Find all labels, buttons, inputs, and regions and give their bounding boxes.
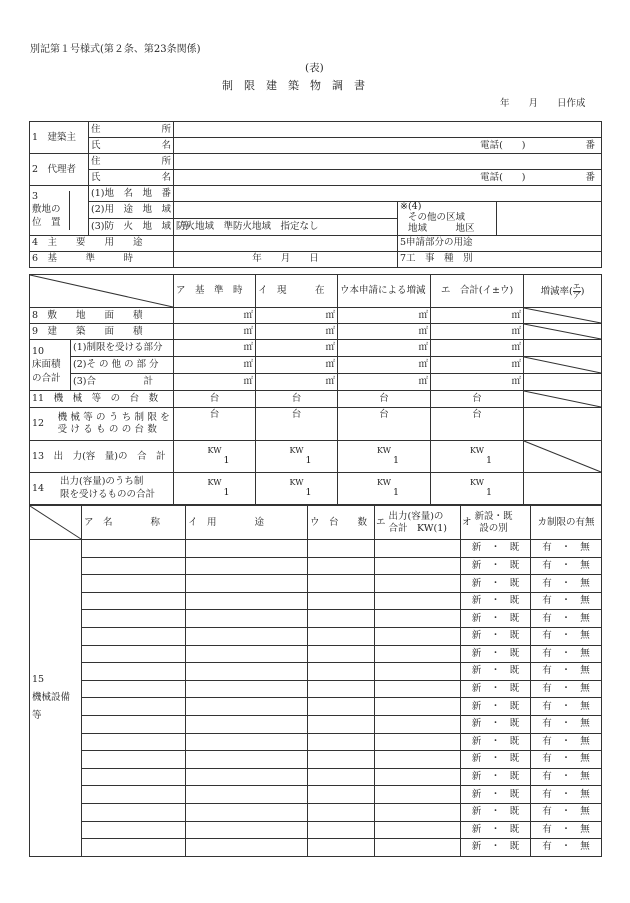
row-11: 11 機 械 等 の 台 数 台 台 台 台 — [30, 391, 602, 408]
equip-output-field[interactable] — [375, 803, 461, 821]
sec2-name-label: 氏 名 — [89, 170, 174, 186]
equip-count-field[interactable] — [308, 733, 375, 751]
equip-count-field[interactable] — [308, 715, 375, 733]
sec2-name-field[interactable] — [174, 170, 602, 186]
equip-name-field[interactable] — [82, 839, 186, 857]
equipment-row — [30, 663, 602, 681]
equip-name-field[interactable] — [82, 803, 186, 821]
yes-no-choice[interactable]: 有 ・ 無 — [531, 733, 602, 751]
equip-use-field[interactable] — [186, 610, 308, 628]
col-a-header: ア 基 準 時 — [174, 275, 256, 308]
equip-output-field[interactable] — [375, 557, 461, 575]
equip-count-field[interactable] — [308, 663, 375, 681]
equipment-row — [30, 839, 602, 857]
sec3-row2-field[interactable] — [174, 202, 398, 219]
date-line: 年 月 日作成 — [500, 98, 586, 109]
equipment-row — [30, 803, 602, 821]
row-13: 13 出 力(容 量)の 合 計 KW 1 KW 1 KW 1 KW 1 — [30, 441, 602, 473]
sec3-label: 3 敷地の 位 置 — [30, 186, 89, 236]
equip-use-field[interactable] — [186, 821, 308, 839]
row-10-label: 10 床面積 の合計 — [30, 340, 71, 391]
equip-name-field[interactable] — [82, 557, 186, 575]
equipment-row — [30, 575, 602, 593]
equip-use-field[interactable] — [186, 751, 308, 769]
row-10a: 10 床面積 の合計 (1)制限を受ける部分 ㎡ ㎡ ㎡ ㎡ — [30, 340, 602, 357]
equipment-row — [30, 698, 602, 716]
equipment-row — [30, 786, 602, 804]
equip-count-field[interactable] — [308, 575, 375, 593]
equip-use-field[interactable] — [186, 575, 308, 593]
new-old-choice[interactable]: 新 ・ 既 — [461, 803, 531, 821]
area-table — [29, 274, 602, 505]
equip-count-field[interactable] — [308, 803, 375, 821]
yes-no-choice[interactable]: 有 ・ 無 — [531, 645, 602, 663]
yes-no-choice[interactable]: 有 ・ 無 — [531, 610, 602, 628]
equip-output-field[interactable] — [375, 610, 461, 628]
equipment-row — [30, 751, 602, 769]
sec7-cell: 7工 事 種 別 — [398, 251, 602, 267]
equip-name-field[interactable] — [82, 751, 186, 769]
upper-table — [29, 121, 602, 268]
equip-count-field[interactable] — [308, 821, 375, 839]
equip-col-count: ウ 台 数 — [308, 506, 375, 540]
sec3-row1-label: (1)地 名 地 番 — [89, 186, 174, 202]
equip-use-field[interactable] — [186, 557, 308, 575]
equip-col-restriction: カ制限の有無 — [531, 506, 602, 540]
equip-output-field[interactable] — [375, 698, 461, 716]
rate-diag — [524, 441, 602, 473]
col-i-header: イ 現 在 — [256, 275, 338, 308]
sec2-ban: 番 — [585, 171, 596, 183]
sec3-fire-options: 防火地域 準防火地域 指定なし — [174, 218, 398, 235]
rate-diag — [524, 324, 602, 340]
sec1-ban: 番 — [585, 139, 596, 151]
col-e-header: エ 合計(イ±ウ) — [431, 275, 524, 308]
sec2-address-label: 住 所 — [89, 154, 174, 170]
equip-output-field[interactable] — [375, 540, 461, 558]
equip-name-field[interactable] — [82, 592, 186, 610]
new-old-choice[interactable]: 新 ・ 既 — [461, 627, 531, 645]
row-10c: (3)合 計 ㎡ ㎡ ㎡ ㎡ — [30, 374, 602, 391]
row-8: 8 敷 地 面 積 ㎡ ㎡ ㎡ ㎡ — [30, 308, 602, 324]
equip-name-field[interactable] — [82, 821, 186, 839]
rate-diag — [524, 357, 602, 374]
equip-use-field[interactable] — [186, 839, 308, 857]
equip-use-field[interactable] — [186, 663, 308, 681]
sec1-name-label: 氏 名 — [89, 138, 174, 154]
sec1-address-label: 住 所 — [89, 122, 174, 138]
sec3-row1-field[interactable] — [174, 186, 602, 202]
equip-count-field[interactable] — [308, 768, 375, 786]
equip-output-field[interactable] — [375, 663, 461, 681]
row-9: 9 建 築 面 積 ㎡ ㎡ ㎡ ㎡ — [30, 324, 602, 340]
equipment-row — [30, 540, 602, 558]
equip-col-use: イ 用 途 — [186, 506, 308, 540]
equip-count-field[interactable] — [308, 610, 375, 628]
side-label: (表) — [305, 62, 324, 74]
equipment-row — [30, 645, 602, 663]
sec2-address-field[interactable] — [174, 154, 602, 170]
equip-output-field[interactable] — [375, 821, 461, 839]
equip-use-field[interactable] — [186, 680, 308, 698]
equip-use-field[interactable] — [186, 803, 308, 821]
rate-field[interactable] — [524, 374, 602, 391]
equip-count-field[interactable] — [308, 839, 375, 857]
sec3-row2-label: (2)用 途 地 域 — [89, 202, 174, 219]
sec5-cell: 5申請部分の用途 — [398, 235, 602, 251]
corner-diagonal — [30, 275, 174, 308]
sec1-address-field[interactable] — [174, 122, 602, 138]
sec1-name-field[interactable] — [174, 138, 602, 154]
rate-field[interactable] — [524, 408, 602, 441]
equipment-row — [30, 715, 602, 733]
equip-use-field[interactable] — [186, 715, 308, 733]
yes-no-choice[interactable]: 有 ・ 無 — [531, 751, 602, 769]
equip-use-field[interactable] — [186, 592, 308, 610]
page-title: 制 限 建 築 物 調 書 — [222, 79, 365, 92]
equip-count-field[interactable] — [308, 751, 375, 769]
equip-count-field[interactable] — [308, 557, 375, 575]
form-label: 別記第１号様式(第２条、第23条関係) — [30, 44, 201, 55]
equipment-row — [30, 610, 602, 628]
yes-no-choice[interactable]: 有 ・ 無 — [531, 540, 602, 558]
equip-use-field[interactable] — [186, 786, 308, 804]
equip-count-field[interactable] — [308, 680, 375, 698]
sec6-label: 6 基 準 時 — [30, 251, 174, 267]
new-old-choice[interactable]: 新 ・ 既 — [461, 733, 531, 751]
equipment-row — [30, 592, 602, 610]
equip-use-field[interactable] — [186, 698, 308, 716]
new-old-choice[interactable]: 新 ・ 既 — [461, 698, 531, 716]
rate-field[interactable] — [524, 340, 602, 357]
equip-name-field[interactable] — [82, 715, 186, 733]
new-old-choice[interactable]: 新 ・ 既 — [461, 557, 531, 575]
yes-no-choice[interactable]: 有 ・ 無 — [531, 768, 602, 786]
equip-use-field[interactable] — [186, 540, 308, 558]
col-rate-header: 増減率( $\frac{\text{エ}}{\text{ア}}$ ) — [524, 275, 602, 308]
new-old-choice[interactable]: 新 ・ 既 — [461, 575, 531, 593]
equipment-row — [30, 768, 602, 786]
row-10b: (2)そ の 他 の 部 分 ㎡ ㎡ ㎡ ㎡ — [30, 357, 602, 374]
equip-name-field[interactable] — [82, 786, 186, 804]
equip-name-field[interactable] — [82, 645, 186, 663]
equip-count-field[interactable] — [308, 786, 375, 804]
sec3-other: ※(4) その他の区域 地域 地区 — [398, 202, 602, 236]
yes-no-choice[interactable]: 有 ・ 無 — [531, 575, 602, 593]
yes-no-choice[interactable]: 有 ・ 無 — [531, 803, 602, 821]
new-old-choice[interactable]: 新 ・ 既 — [461, 663, 531, 681]
equipment-row — [30, 627, 602, 645]
yes-no-choice[interactable]: 有 ・ 無 — [531, 627, 602, 645]
equip-count-field[interactable] — [308, 540, 375, 558]
equip-output-field[interactable] — [375, 768, 461, 786]
equipment-table — [29, 505, 602, 857]
sec1-label: 1 建築主 — [30, 122, 89, 154]
equip-output-field[interactable] — [375, 627, 461, 645]
equip-name-field[interactable] — [82, 733, 186, 751]
new-old-choice[interactable]: 新 ・ 既 — [461, 540, 531, 558]
yes-no-choice[interactable]: 有 ・ 無 — [531, 698, 602, 716]
equip-output-field[interactable] — [375, 592, 461, 610]
col-u-header: ウ本申請による増減 — [338, 275, 431, 308]
rate-diag — [524, 391, 602, 408]
equip-col-name: ア 名 称 — [82, 506, 186, 540]
equip-output-field[interactable] — [375, 839, 461, 857]
yes-no-choice[interactable]: 有 ・ 無 — [531, 663, 602, 681]
equip-use-field[interactable] — [186, 627, 308, 645]
equip-name-field[interactable] — [82, 540, 186, 558]
equip-output-field[interactable] — [375, 733, 461, 751]
sec4-label: 4 主 要 用 途 — [30, 235, 174, 251]
equip-name-field[interactable] — [82, 610, 186, 628]
equipment-row — [30, 733, 602, 751]
equip-use-field[interactable] — [186, 733, 308, 751]
yes-no-choice[interactable]: 有 ・ 無 — [531, 821, 602, 839]
rate-diag — [524, 308, 602, 324]
sec4-field[interactable] — [174, 235, 398, 251]
new-old-choice[interactable]: 新 ・ 既 — [461, 768, 531, 786]
new-old-choice[interactable]: 新 ・ 既 — [461, 786, 531, 804]
equip-col-output: エ 出力(容量)の 合計 KW(1) — [375, 506, 461, 540]
equip-use-field[interactable] — [186, 768, 308, 786]
equip-count-field[interactable] — [308, 592, 375, 610]
yes-no-choice[interactable]: 有 ・ 無 — [531, 680, 602, 698]
equip-name-field[interactable] — [82, 768, 186, 786]
new-old-choice[interactable]: 新 ・ 既 — [461, 680, 531, 698]
equip-count-field[interactable] — [308, 627, 375, 645]
equip-name-field[interactable] — [82, 575, 186, 593]
yes-no-choice[interactable]: 有 ・ 無 — [531, 557, 602, 575]
new-old-choice[interactable]: 新 ・ 既 — [461, 839, 531, 857]
sec2-phone: 電話( ) — [480, 171, 526, 183]
equipment-row — [30, 821, 602, 839]
equipment-row — [30, 557, 602, 575]
equipment-row — [30, 680, 602, 698]
equip-use-field[interactable] — [186, 645, 308, 663]
sec3-row3-label: (3)防 火 地 域 等 — [89, 218, 174, 235]
equip-name-field[interactable] — [82, 627, 186, 645]
yes-no-choice[interactable]: 有 ・ 無 — [531, 839, 602, 857]
sec1-phone: 電話( ) — [480, 139, 526, 151]
sec2-label: 2 代理者 — [30, 154, 89, 186]
equip-count-field[interactable] — [308, 645, 375, 663]
yes-no-choice[interactable]: 有 ・ 無 — [531, 786, 602, 804]
new-old-choice[interactable]: 新 ・ 既 — [461, 821, 531, 839]
sec6-date: 年 月 日 — [174, 251, 398, 267]
new-old-choice[interactable]: 新 ・ 既 — [461, 751, 531, 769]
equip-name-field[interactable] — [82, 680, 186, 698]
new-old-choice[interactable]: 新 ・ 既 — [461, 610, 531, 628]
equip-section-label: 15 機械設備 等 — [30, 540, 82, 857]
equip-output-field[interactable] — [375, 786, 461, 804]
equip-col-newold: オ 新設・既 設の別 — [461, 506, 531, 540]
equip-name-field[interactable] — [82, 698, 186, 716]
equip-output-field[interactable] — [375, 645, 461, 663]
row-12: 12 機械等のうち制限を 受けるものの台数 台 台 台 台 — [30, 408, 602, 441]
rate-field[interactable] — [524, 473, 602, 505]
equip-output-field[interactable] — [375, 680, 461, 698]
new-old-choice[interactable]: 新 ・ 既 — [461, 592, 531, 610]
equip-corner-diagonal — [30, 506, 82, 540]
yes-no-choice[interactable]: 有 ・ 無 — [531, 715, 602, 733]
equip-count-field[interactable] — [308, 698, 375, 716]
row-14: 14 出力(容量)のうち制 限を受けるものの合計 KW 1 KW 1 KW 1 KW 1 — [30, 473, 602, 505]
new-old-choice[interactable]: 新 ・ 既 — [461, 645, 531, 663]
new-old-choice[interactable]: 新 ・ 既 — [461, 715, 531, 733]
equip-output-field[interactable] — [375, 751, 461, 769]
equip-output-field[interactable] — [375, 575, 461, 593]
equip-name-field[interactable] — [82, 663, 186, 681]
equip-output-field[interactable] — [375, 715, 461, 733]
yes-no-choice[interactable]: 有 ・ 無 — [531, 592, 602, 610]
